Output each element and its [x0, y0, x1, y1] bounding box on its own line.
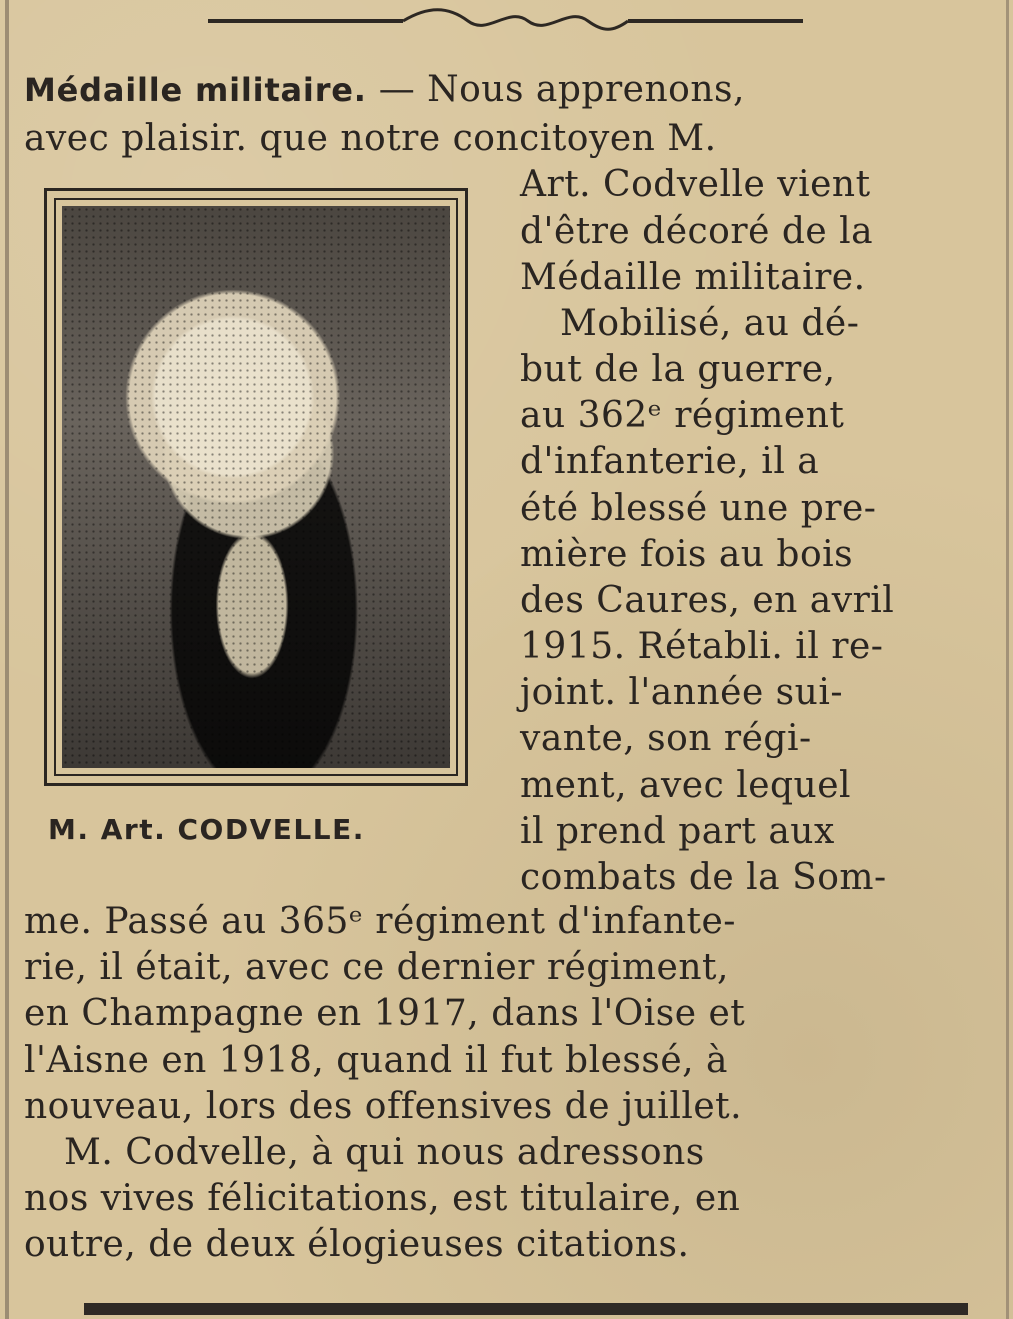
article-line-23: M. Codvelle, à qui nous adressons — [64, 1132, 705, 1173]
article-line-20: en Champagne en 1917, dans l'Oise et — [24, 993, 746, 1034]
right-column-rule — [1006, 0, 1009, 1319]
article-line-21: l'Aisne en 1918, quand il fut blessé, à — [24, 1040, 728, 1081]
article-line-8: d'infanterie, il a — [520, 441, 820, 482]
article-line-18: me. Passé au 365ᵉ régiment d'infante- — [24, 901, 736, 942]
article-line-14: vante, son régi- — [520, 718, 812, 759]
article-line-12: 1915. Rétabli. il re- — [520, 626, 884, 667]
article-line-7: au 362ᵉ régiment — [520, 395, 845, 436]
article-line-24: nos vives félicitations, est titulaire, en — [24, 1178, 741, 1219]
left-column-rule — [5, 0, 9, 1319]
article-line-19: rie, il était, avec ce dernier régiment, — [24, 947, 729, 988]
headline-title: Médaille militaire. — [24, 71, 367, 109]
portrait-photo — [62, 206, 450, 768]
article-line-17: combats de la Som- — [520, 857, 887, 898]
article-line-6: but de la guerre, — [520, 349, 836, 390]
portrait-frame — [44, 188, 468, 786]
article-line-25: outre, de deux élogieuses citations. — [24, 1224, 690, 1265]
article-line-5: Mobilisé, au dé- — [560, 303, 860, 344]
article-line-22: nouveau, lors des offensives de juillet. — [24, 1086, 743, 1127]
headline-line — [24, 67, 979, 113]
bottom-rule — [84, 1303, 968, 1315]
article-line-13: joint. l'année sui- — [520, 672, 844, 713]
article-line-4: Médaille militaire. — [520, 257, 866, 298]
article-line-11: des Caures, en avril — [520, 580, 895, 621]
article-line-16: il prend part aux — [520, 811, 835, 852]
article-line-3: d'être décoré de la — [520, 211, 874, 252]
article-line-10: mière fois au bois — [520, 534, 854, 575]
article-line-2: Art. Codvelle vient — [520, 164, 871, 205]
decorative-divider — [208, 4, 808, 34]
article-line-9: été blessé une pre- — [520, 488, 877, 529]
headline-text: — Nous apprenons, — [366, 69, 745, 110]
portrait-caption: M. Art. CODVELLE. — [48, 813, 365, 846]
article-line-15: ment, avec lequel — [520, 765, 852, 806]
article-line-1: avec plaisir. que notre concitoyen M. — [24, 118, 717, 159]
